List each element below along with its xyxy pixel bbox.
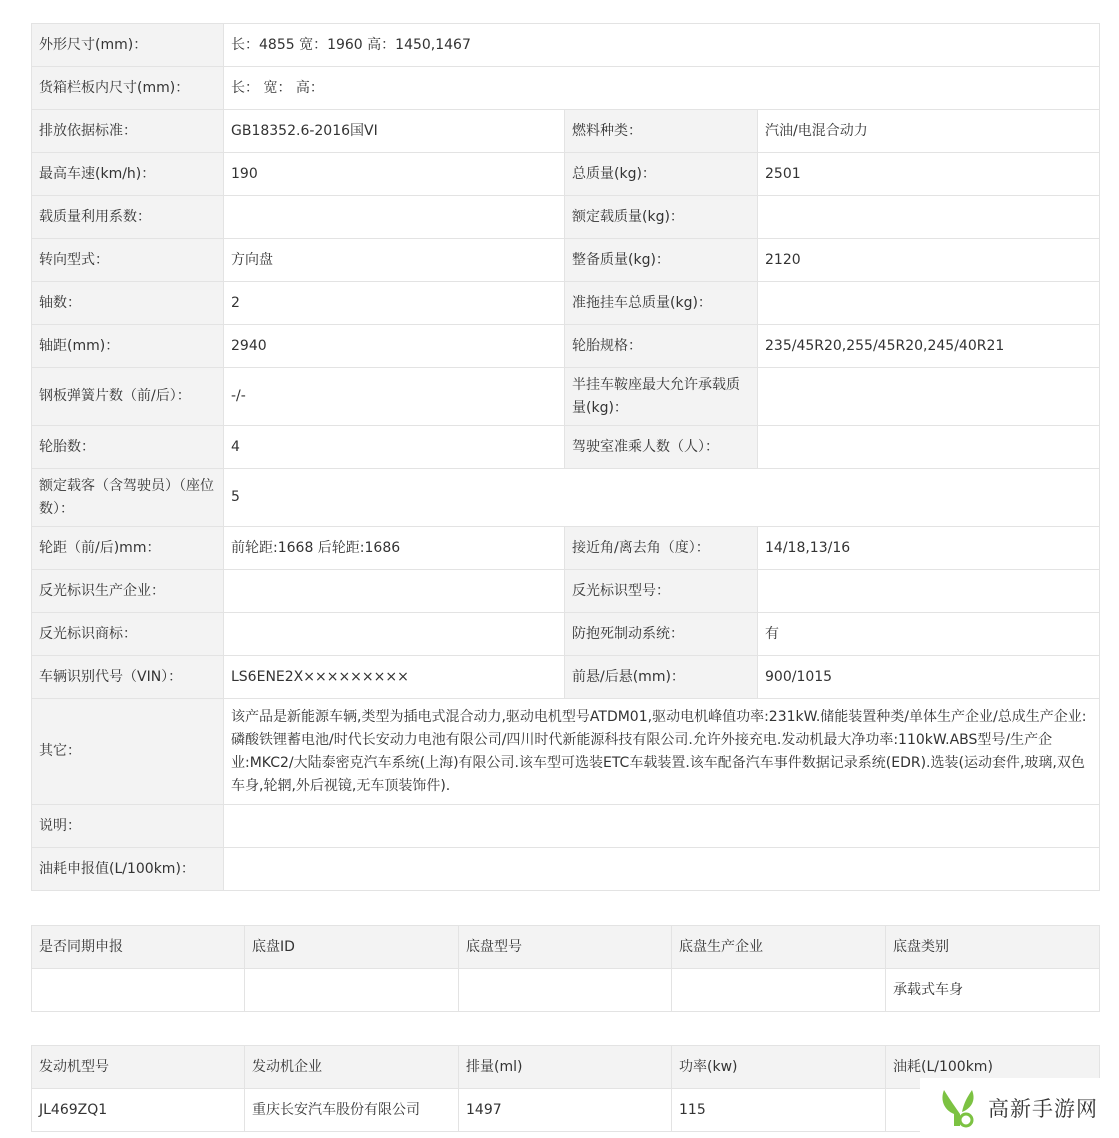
spec-row-passengers [32,469,1100,527]
spec-label: 载质量利用系数： [32,196,224,239]
spec-label: 整备质量(kg)： [565,239,758,282]
spec-row [32,527,1100,570]
spec-value [758,282,1100,325]
spec-label: 轮胎规格： [565,325,758,368]
spec-value: -/- [224,368,565,426]
spec-label: 接近角/离去角（度）： [565,527,758,570]
spec-row [32,282,1100,325]
spec-value: GB18352.6-2016国VI [224,110,565,153]
spec-value: 前轮距:1668 后轮距:1686 [224,527,565,570]
spec-value: 汽油/电混合动力 [758,110,1100,153]
chassis-table [31,925,1100,1012]
spec-row [32,656,1100,699]
spec-value [224,805,1100,848]
spec-value [758,368,1100,426]
column-header: 油耗(L/100km) [886,1046,1100,1089]
spec-label: 反光标识型号： [565,570,758,613]
spec-label: 车辆识别代号（VIN）： [32,656,224,699]
spec-value: 2501 [758,153,1100,196]
spec-label: 防抱死制动系统： [565,613,758,656]
spec-value: 2 [224,282,565,325]
spec-row-dimensions [32,24,1100,67]
spec-label: 准拖挂车总质量(kg)： [565,282,758,325]
spec-label: 轮距（前/后)mm： [32,527,224,570]
y-leaf-logo-icon [936,1086,980,1130]
spec-value: 2940 [224,325,565,368]
spec-row-other [32,699,1100,805]
vehicle-spec-table [31,23,1100,891]
spec-value: 4 [224,426,565,469]
spec-row [32,153,1100,196]
column-header: 底盘生产企业 [672,926,886,969]
table-cell: 承载式车身 [886,969,1100,1012]
spec-label: 驾驶室准乘人数（人）： [565,426,758,469]
spec-value: 长：4855 宽：1960 高：1450,1467 [224,24,1100,67]
spec-label: 外形尺寸(mm)： [32,24,224,67]
table-cell: 1497 [459,1089,672,1132]
spec-value [224,570,565,613]
column-header: 底盘ID [245,926,459,969]
table-cell: 重庆长安汽车股份有限公司 [245,1089,459,1132]
spec-value [758,196,1100,239]
spec-row [32,110,1100,153]
site-watermark [920,1078,1119,1138]
column-header: 功率(kw) [672,1046,886,1089]
column-header: 底盘型号 [459,926,672,969]
spec-label: 反光标识商标： [32,613,224,656]
table-cell [245,969,459,1012]
spec-label: 额定载质量(kg)： [565,196,758,239]
column-header: 是否同期申报 [32,926,245,969]
spec-value: 190 [224,153,565,196]
spec-value [224,848,1100,891]
chassis-header-row [32,926,1100,969]
spec-label: 反光标识生产企业： [32,570,224,613]
spec-row [32,325,1100,368]
spec-row [32,239,1100,282]
spec-value: 14/18,13/16 [758,527,1100,570]
spec-value [758,426,1100,469]
spec-value [224,196,565,239]
column-header: 排量(ml) [459,1046,672,1089]
spec-label: 货箱栏板内尺寸(mm)： [32,67,224,110]
spec-label: 钢板弹簧片数（前/后）： [32,368,224,426]
watermark-text: 高新手游网 [988,1097,1098,1121]
spec-value: 长： 宽： 高： [224,67,1100,110]
column-header: 发动机企业 [245,1046,459,1089]
spec-row-cargo-box [32,67,1100,110]
spec-value: 方向盘 [224,239,565,282]
spec-row-fuel [32,848,1100,891]
table-cell: JL469ZQ1 [32,1089,245,1132]
spec-label: 轴数： [32,282,224,325]
spec-value: LS6ENE2X××××××××× [224,656,565,699]
spec-row [32,196,1100,239]
spec-row [32,368,1100,426]
spec-value: 5 [224,469,1100,527]
spec-label: 说明： [32,805,224,848]
spec-row [32,426,1100,469]
spec-label: 前悬/后悬(mm)： [565,656,758,699]
spec-row [32,613,1100,656]
table-row [32,969,1100,1012]
table-cell [459,969,672,1012]
table-cell [32,969,245,1012]
column-header: 底盘类别 [886,926,1100,969]
spec-label: 油耗申报值(L/100km)： [32,848,224,891]
spec-row-notes [32,805,1100,848]
spec-label: 总质量(kg)： [565,153,758,196]
spec-value: 900/1015 [758,656,1100,699]
spec-label: 其它： [32,699,224,805]
spec-value: 有 [758,613,1100,656]
spec-value-other: 该产品是新能源车辆,类型为插电式混合动力,驱动电机型号ATDM01,驱动电机峰值功率:231kW.储能装置种类/单体生产企业/总成生产企业:磷酸铁锂蓄电池/时代长安动力电池有限公司/四川时代新能源科技有限公司.允许外接充电.发动机最大净功率:110kW.ABS型号/生产企业:MKC2/大陆泰密克汽车系统(上海)有限公司.该车型可选装ETC车载装置.该车配备汽车事件数据记录系统(EDR).选装(运动套件,玻璃,双色车身,轮辋,外后视镜,无车顶装饰件). [224,699,1100,805]
spec-label: 排放依据标准： [32,110,224,153]
spec-label: 轮胎数： [32,426,224,469]
spec-label: 转向型式： [32,239,224,282]
spec-label: 最高车速(km/h)： [32,153,224,196]
spec-label: 轴距(mm)： [32,325,224,368]
spec-label: 燃料种类： [565,110,758,153]
spec-value: 235/45R20,255/45R20,245/40R21 [758,325,1100,368]
spec-label: 半挂车鞍座最大允许承载质量(kg)： [565,368,758,426]
spec-value [224,613,565,656]
table-cell: 115 [672,1089,886,1132]
spec-value: 2120 [758,239,1100,282]
spec-row [32,570,1100,613]
spec-value [758,570,1100,613]
column-header: 发动机型号 [32,1046,245,1089]
table-cell [672,969,886,1012]
spec-label: 额定载客（含驾驶员）（座位数）： [32,469,224,527]
